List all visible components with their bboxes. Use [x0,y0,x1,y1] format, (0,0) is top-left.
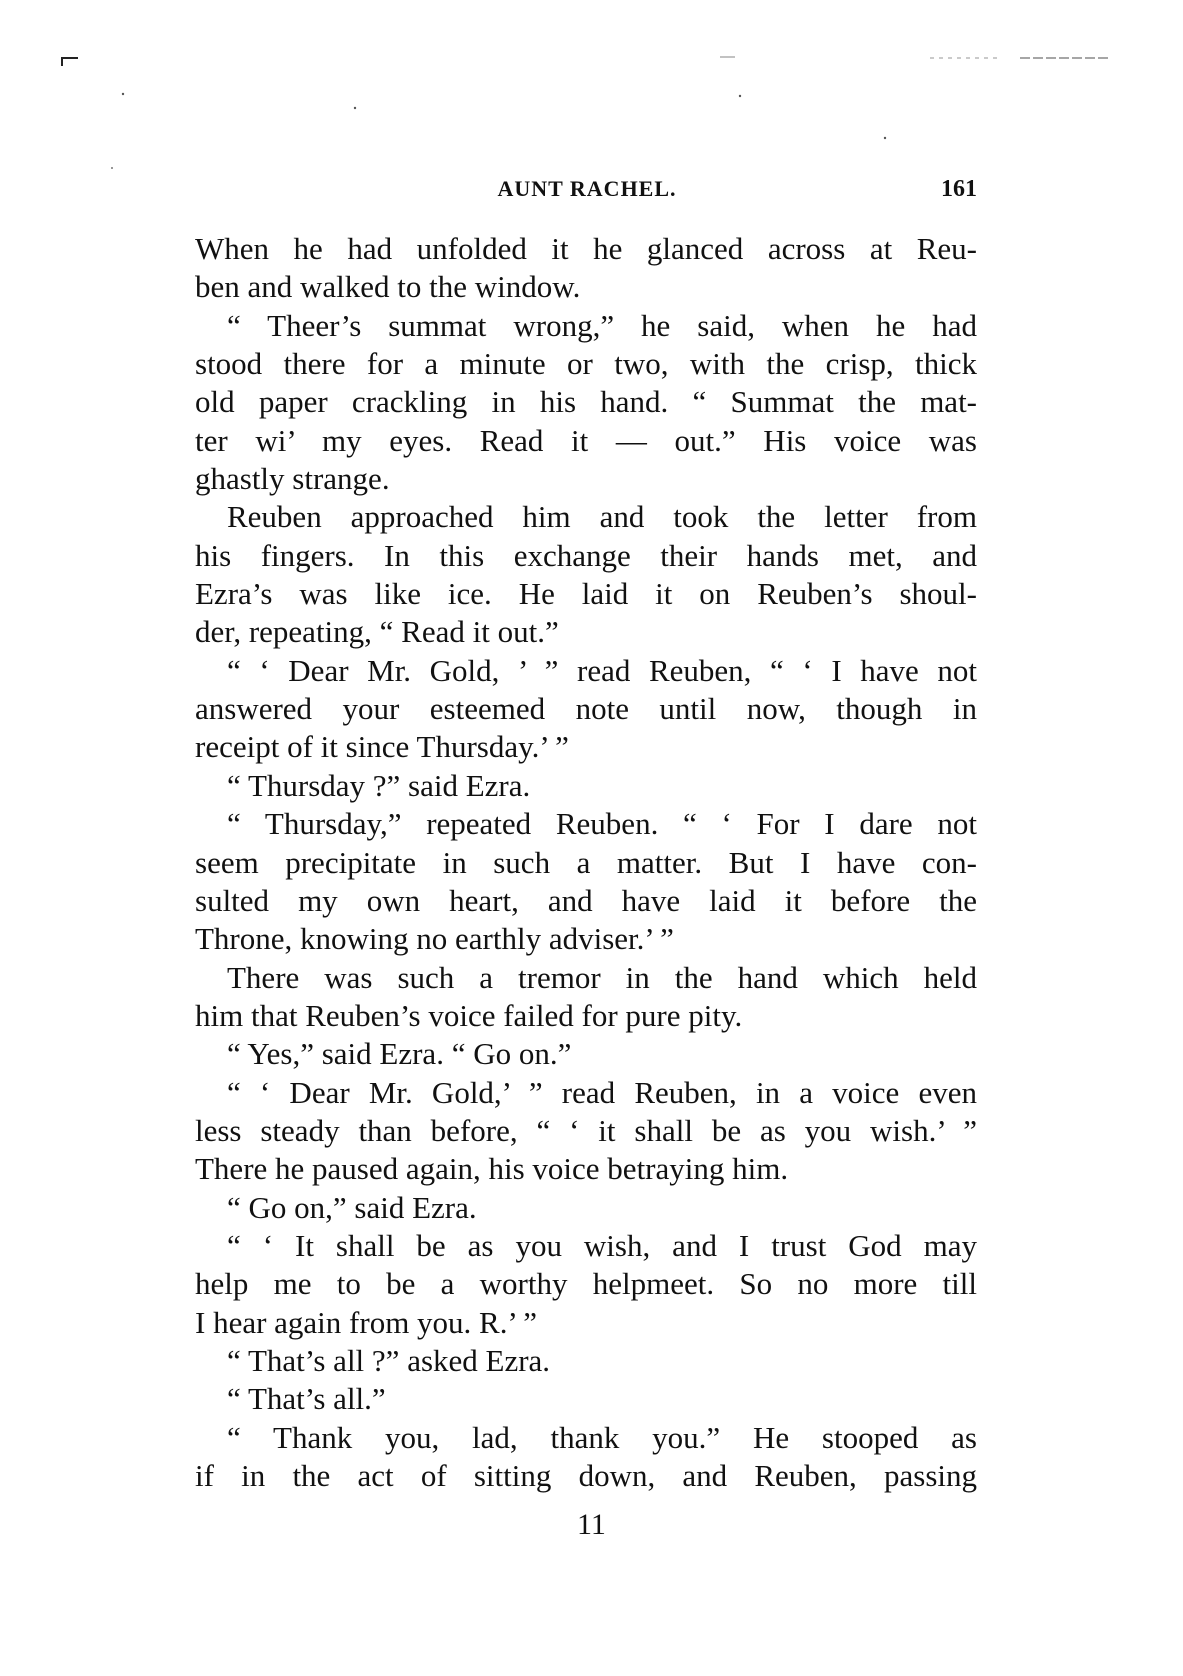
text-line: his fingers. In this exchange their hands met, and [195,537,977,573]
running-title: AUNT RACHEL. [497,176,677,201]
running-head [197,176,977,206]
text-line: “ That’s all ?” asked Ezra. [227,1342,551,1378]
text-line: ter wi’ my eyes. Read it — out.” His voice was [195,422,977,458]
text-line: Ezra’s was like ice. He laid it on Reuben’s shoul- [195,576,977,612]
text-line: “ Theer’s summat wrong,” he said, when he had [227,307,977,343]
text-line: “ Go on,” said Ezra. [227,1189,477,1225]
text-line: if in the act of sitting down, and Reuben, passing [195,1458,977,1493]
text-line: There he paused again, his voice betraying him. [195,1151,789,1187]
text-line: receipt of it since Thursday.’ ” [195,729,569,765]
text-line: “ ‘ It shall be as you wish, and I trust God may [227,1227,977,1263]
text-line: There was such a tremor in the hand which held [227,959,977,995]
page-number: 161 [941,176,977,202]
scan-marks [0,0,1183,200]
text-line: answered your esteemed note until now, though in [195,691,977,727]
text-line: Reuben approached him and took the letter from [227,499,977,535]
text-line: “ ‘ Dear Mr. Gold,’ ” read Reuben, in a voice even [227,1074,977,1110]
text-line: seem precipitate in such a matter. But I have con- [195,844,977,880]
text-line: “ Yes,” said Ezra. “ Go on.” [227,1036,572,1072]
body-text [195,230,977,1495]
text-line: less steady than before, “ ‘ it shall be as you wish.’ ” [195,1112,977,1148]
text-line: sulted my own heart, and have laid it before the [195,882,977,918]
text-line: “ Thursday,” repeated Reuben. “ ‘ For I dare not [227,806,977,842]
text-line: him that Reuben’s voice failed for pure pity. [195,997,743,1033]
text-line: help me to be a worthy helpmeet. So no more till [195,1266,977,1302]
text-line: ben and walked to the window. [195,269,581,305]
text-line: ghastly strange. [195,461,390,497]
text-line: When he had unfolded it he glanced across at Reu- [195,231,977,266]
signature-mark: 11 [577,1508,606,1541]
text-line: der, repeating, “ Read it out.” [195,614,559,650]
text-line: I hear again from you. R.’ ” [195,1304,538,1340]
text-line: Throne, knowing no earthly adviser.’ ” [195,921,674,957]
text-line: “ ‘ Dear Mr. Gold, ’ ” read Reuben, “ ‘ I have not [227,652,977,688]
text-line: stood there for a minute or two, with the crisp, thick [195,346,977,382]
text-line: “ That’s all.” [227,1381,386,1417]
text-line: “ Thank you, lad, thank you.” He stooped as [227,1419,977,1455]
text-line: “ Thursday ?” said Ezra. [227,767,531,803]
text-line: old paper crackling in his hand. “ Summat the mat- [195,384,977,420]
